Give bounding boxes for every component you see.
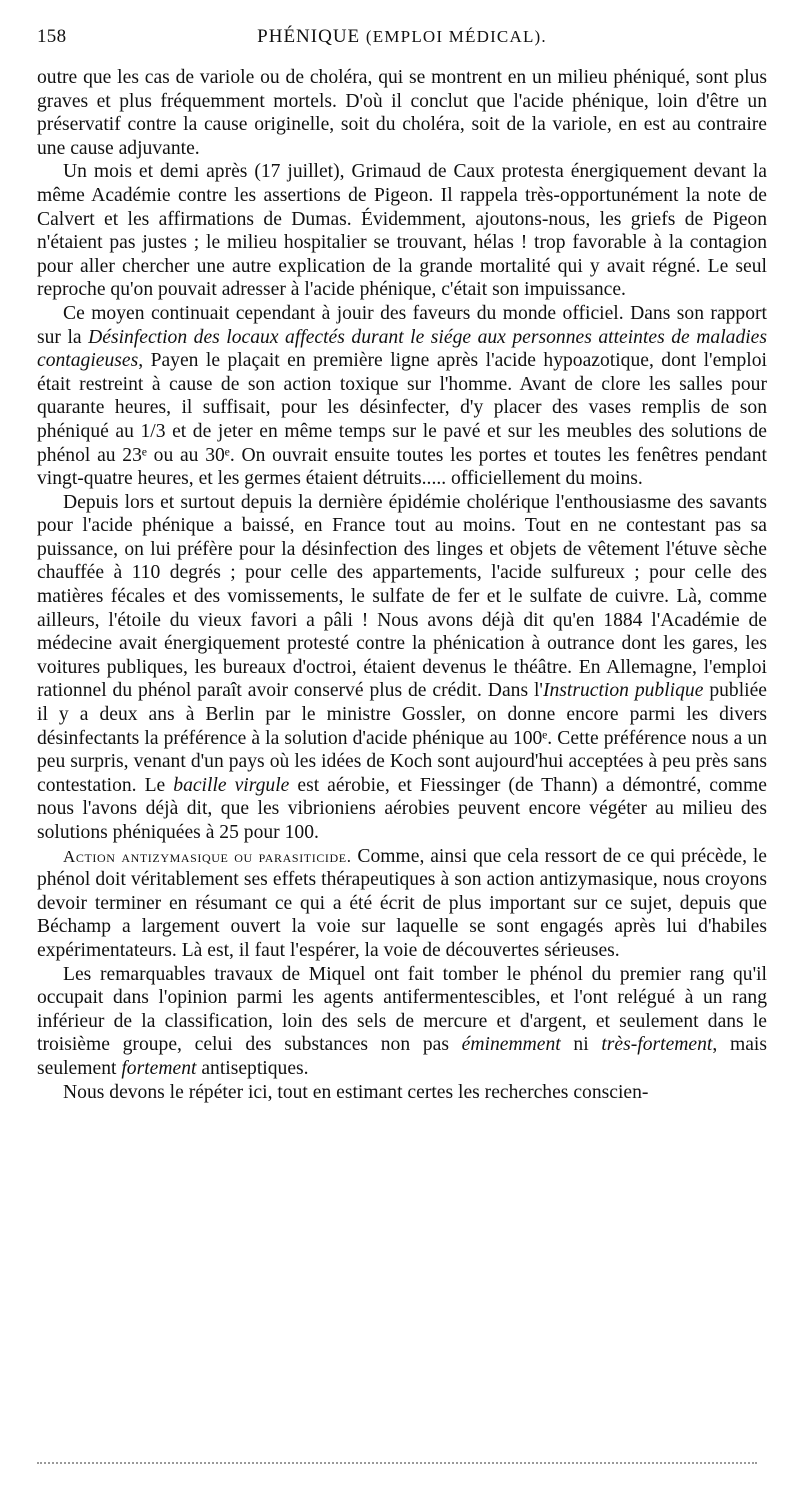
paragraph-4 <box>37 491 767 845</box>
paragraph-3-part-c: , Payen le plaçait en première ligne après l'acide hypoazotique, dont l'emploi était restreint à cause de son action toxique sur l'homme. Avant de clore les salles pour quarante heures, il suffisait, pour les désinfecter, d'y placer des vases remplis de son phéniqué au 1/3 et de jeter en même temps sur le pavé et sur les meubles des solutions de phénol au 23ᵉ ou au 30ᵉ. On ouvrait ensuite toutes les portes et toutes les fenêtres pendant vingt-quatre heures, et les germes étaient détruits..... officiellement du moins. <box>37 350 767 490</box>
paragraph-6-italic-fortement: fortement <box>121 1057 197 1079</box>
paragraph-6-part-a: Les remarquables travaux de Miquel ont fait tomber le phénol du premier rang qu'il occupait dans l'opinion parmi les agents antifermentescibles, et l'ont relégué à un rang inférieur de la classification, loin des sels de mercure et d'argent, et seulement dans le troisième groupe, celui des substances non pas <box>37 963 767 1056</box>
paragraph-4-part-e: est aérobie, et Fiessinger (de Thann) a démontré, comme nous l'avons déjà dit, que les vibrioniens aérobies peuvent encore végéter au milieu des solutions phéniquées à 25 pour 100. <box>37 774 767 843</box>
paragraph-6-part-c: ni <box>560 1034 602 1056</box>
paragraph-5-text: Comme, ainsi que cela ressort de ce qui précède, le phénol doit véritablement ses effets thérapeutiques à son action antizymasique, nous croyons devoir terminer en résumant ce qui a été écrit de plus important sur ce sujet, depuis que Béchamp a largement ouvert la voie sur laquelle se sont engagés après lui d'habiles expérimentateurs. Là est, il faut l'espérer, la voie de découvertes sérieuses. <box>37 845 767 961</box>
paragraph-4-part-c: publiée il y a deux ans à Berlin par le ministre Gossler, on donne encore parmi les divers désinfectants la préférence à la solution d'acide phénique au 100ᵉ. Cette préférence nous a un peu surpris, venant d'un pays où les idées de Koch sont aujourd'hui acceptées à peu près sans contestation. Le <box>37 680 767 796</box>
paragraph-6-italic-eminemment: éminemment <box>461 1034 561 1056</box>
body-text <box>37 66 767 1104</box>
paragraph-6-italic-tres-fortement: très-fortement <box>601 1034 713 1056</box>
paragraph-3-italic-title: Désinfection des locaux affectés durant le siége aux personnes atteintes de maladies contagieuses <box>37 326 768 372</box>
paragraph-6 <box>37 963 767 1081</box>
paragraph-4-part-a: Depuis lors et surtout depuis la dernière épidémie cholérique l'enthousiasme des savants pour l'acide phénique a baissé, en France tout au moins. Tout en ne contestant pas sa puissance, on lui préfère pour la désinfection des linges et objets de vêtement l'étuve sèche chauffée à 110 degrés ; pour celle des appartements, l'acide sulfureux ; pour celle des matières fécales et des vomissements, le sulfate de fer et le sulfate de cuivre. Là, comme ailleurs, l'étoile du vieux favori a pâli ! Nous avons déjà dit qu'en 1884 l'Académie de médecine avait énergiquement protesté contre la phénication à outrance dont les gares, les voitures publiques, les bureaux d'octroi, étaient devenus le théâtre. En Allemagne, l'emploi rationnel du phénol paraît avoir conservé plus de crédit. Dans l' <box>37 491 767 702</box>
section-heading: Action antizymasique ou parasiticide. <box>63 846 352 866</box>
page-number: 158 <box>37 26 67 47</box>
paragraph-1: outre que les cas de variole ou de choléra, qui se montrent en un milieu phéniqué, sont plus graves et plus fréquemment mortels. D'où il conclut que l'acide phénique, loin d'être un préservatif contre la cause originelle, soit du choléra, soit de la variole, en est au contraire une cause adjuvante. <box>37 67 767 159</box>
paragraph-2: Un mois et demi après (17 juillet), Grimaud de Caux protesta énergiquement devant la même Académie contre les assertions de Pigeon. Il rappela très-opportunément la note de Calvert et les affirmations de Dumas. Évidemment, ajoutons-nous, les griefs de Pigeon n'étaient pas justes ; le milieu hospitalier se trouvant, hélas ! trop favorable à la contagion pour aller chercher une autre explication de la grande mortalité qui y avait régné. Le seul reproche qu'on pouvait adresser à l'acide phénique, c'était son impuissance. <box>37 161 767 301</box>
paragraph-5 <box>37 845 767 963</box>
running-head <box>97 26 767 48</box>
paragraph-7: Nous devons le répéter ici, tout en estimant certes les recherches conscien- <box>63 1081 649 1103</box>
running-head-title: PHÉNIQUE <box>257 26 361 47</box>
paragraph-3-part-a: Ce moyen continuait cependant à jouir des faveurs du monde officiel. Dans son rapport sur la <box>37 302 767 348</box>
page-header <box>37 26 767 66</box>
paragraph-4-italic-instruction: Instruction publique <box>542 680 704 702</box>
paragraph-4-italic-bacille: bacille virgule <box>173 774 290 796</box>
book-page <box>37 26 767 1104</box>
bleed-through-dots <box>37 1462 757 1464</box>
paragraph-6-part-e: , mais seulement <box>37 1034 767 1079</box>
paragraph-6-part-g: antiseptiques. <box>196 1057 309 1079</box>
paragraph-3 <box>37 302 767 491</box>
running-head-subtitle: (EMPLOI MÉDICAL). <box>365 27 547 46</box>
